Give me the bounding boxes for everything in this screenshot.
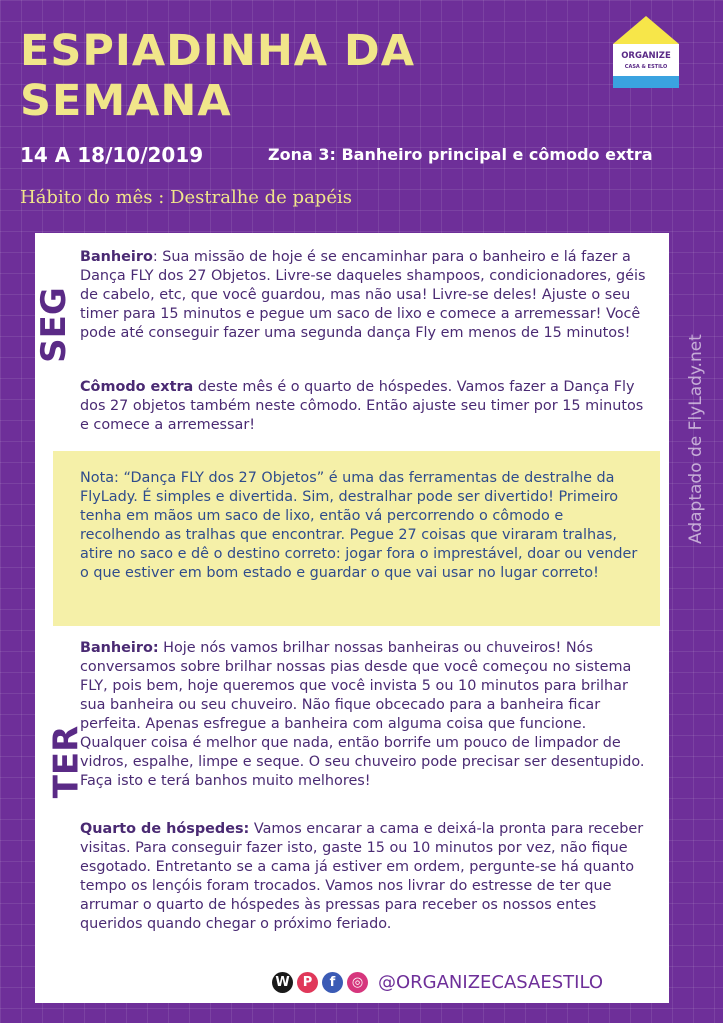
ter-guest-room-text: Vamos encarar a cama e deixá-la pronta para receber visitas. Para conseguir fazer isto, gaste 15 ou 10 minutos por vez, não fique esgotado. Entretanto se a cama já estiver em ordem, pergunte-se há quanto tempo os lençóis foram trocados. Vamos nos livrar do estresse de ter que arrumar o quarto de hóspedes às pressas para receber os nossos entes queridos quando chegar o próximo feriado. bbox=[80, 821, 644, 932]
seg-bathroom-text: : Sua missão de hoje é se encaminhar para o banheiro e lá fazer a Dança FLY dos 27 Objetos. Livre-se daqueles shampoos, condicionadores, géis de cabelo, etc, que você guardou, mas não usa! Livre-se deles! Ajuste o seu timer para 15 minutos e pegue um saco de lixo e comece a arremessar! Você pode até conseguir fazer uma segunda dança Fly em menos de 15 minutos! bbox=[80, 249, 646, 341]
ter-bathroom-paragraph bbox=[80, 639, 655, 791]
facebook-icon[interactable]: f bbox=[322, 972, 343, 993]
day-label-ter: TER bbox=[46, 725, 87, 799]
habit-label: Hábito do mês : Destralhe de papéis bbox=[20, 187, 352, 208]
seg-extra-room-label: Cômodo extra bbox=[80, 379, 194, 395]
seg-extra-room-text: deste mês é o quarto de hóspedes. Vamos fazer a Dança Fly dos 27 objetos também neste cômodo. Então ajuste seu timer por 15 minutos e comece a arremessar! bbox=[80, 379, 644, 433]
logo-line-2: CASA & ESTILO bbox=[624, 64, 668, 70]
week-date: 14 A 18/10/2019 bbox=[20, 143, 204, 167]
title-line-1: ESPIADINHA DA bbox=[20, 26, 416, 76]
footer-social bbox=[272, 972, 603, 993]
ter-guest-room-label: Quarto de hóspedes: bbox=[80, 821, 250, 837]
seg-extra-room-paragraph bbox=[80, 378, 655, 435]
pinterest-icon[interactable]: P bbox=[297, 972, 318, 993]
ter-guest-room-paragraph bbox=[80, 820, 655, 934]
instagram-icon[interactable]: ◎ bbox=[347, 972, 368, 993]
ter-bathroom-text: Hoje nós vamos brilhar nossas banheiras ou chuveiros! Nós conversamos sobre brilhar nossas pias desde que você começou no sistema FLY, pois bem, hoje queremos que você invista 5 ou 10 minutos para brilhar sua banheira ou seu chuveiro. Não fique obcecado para a banheira ficar perfeita. Apenas esfregue a banheira com alguma coisa que funcione. Qualquer coisa é melhor que nada, então borrife um pouco de limpador de vidros, espalhe, limpe e seque. O seu chuveiro pode precisar ser desentupido. Faça isto e terá banhos muito melhores! bbox=[80, 640, 645, 789]
logo-line-1: ORGANIZE bbox=[621, 51, 671, 61]
seg-bathroom-label: Banheiro bbox=[80, 249, 153, 265]
side-credit: Adaptado de FlyLady.net bbox=[686, 334, 706, 544]
wordpress-icon[interactable]: W bbox=[272, 972, 293, 993]
organize-logo bbox=[611, 14, 681, 92]
social-handle[interactable]: @ORGANIZECASAESTILO bbox=[378, 972, 604, 993]
page-title bbox=[20, 26, 500, 126]
title-line-2: SEMANA bbox=[20, 76, 232, 126]
seg-bathroom-paragraph bbox=[80, 248, 655, 343]
day-label-seg: SEG bbox=[33, 287, 74, 363]
zone-label: Zona 3: Banheiro principal e cômodo extra bbox=[268, 145, 653, 164]
note-text: Nota: “Dança FLY dos 27 Objetos” é uma das ferramentas de destralhe da FlyLady. É simples e divertida. Sim, destralhar pode ser divertido! Primeiro tenha em mãos um saco de lixo, então vá percorrendo o cômodo e recolhendo as tralhas que encontrar. Pegue 27 coisas que viraram tralhas, atire no saco e dê o destino correto: jogar fora o imprestável, doar ou vender o que estiver em bom estado e guardar o que vai usar no lugar correto! bbox=[80, 470, 638, 581]
ter-bathroom-label: Banheiro: bbox=[80, 640, 159, 656]
